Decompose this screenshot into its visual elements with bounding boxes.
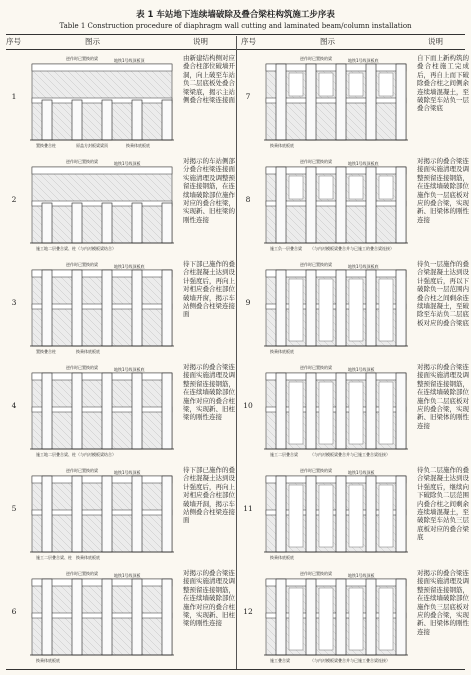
diagram-label: 地铁1号线顶板底 (348, 161, 379, 166)
procedure-row (240, 567, 470, 667)
diagram-svg (26, 567, 178, 665)
center-divider (236, 36, 237, 669)
procedure-row (6, 155, 236, 255)
diagram-label: 逆作时已置换的梁 (300, 56, 332, 61)
diagram-label: 地铁1号线顶板 (114, 161, 141, 166)
step-number: 3 (11, 298, 17, 307)
step-description: 对揭示的叠合梁连接面实施清理及调整预留连接钢筋，在连续墙破除部位施作对应的叠合柱梁，实现新、旧柱梁的刚性连接 (183, 363, 235, 422)
step-number: 9 (245, 298, 251, 307)
step-number: 10 (243, 401, 253, 410)
step-number: 8 (245, 195, 251, 204)
step-diagram (260, 258, 412, 356)
diagram-label: 施工二层叠合梁 (270, 452, 298, 457)
diagram-label: 逆作时已置换的梁 (66, 56, 98, 61)
step-diagram (260, 464, 412, 562)
diagram-svg (260, 567, 412, 665)
procedure-row (6, 361, 236, 461)
diagram-label: （与内衬模板梁结合） (76, 452, 116, 457)
diagram-label: 原盖方封板梁梁顶 (76, 143, 108, 148)
step-diagram (26, 567, 178, 665)
diagram-label: 地铁1号线顶板 (114, 573, 141, 578)
diagram-svg (26, 155, 178, 253)
step-diagram (260, 155, 412, 253)
diagram-svg (26, 258, 178, 356)
header-fig-right: 图示 (320, 37, 335, 46)
diagram-svg (26, 464, 178, 562)
diagram-label: 逆作时已置换的梁 (300, 468, 332, 473)
step-description: 自下而上新构筑的叠合柱施工完成后，再自上而下破除叠合柱之间侧余连续墙混凝土，至破除至车站负一层叠合梁底 (417, 54, 469, 113)
top-rule (6, 34, 465, 35)
diagram-svg (260, 258, 412, 356)
diagram-svg (260, 464, 412, 562)
step-number: 7 (245, 92, 251, 101)
diagram-svg (26, 52, 178, 150)
diagram-label: 置换叠合柱 (36, 143, 56, 148)
diagram-svg (260, 361, 412, 459)
step-diagram (26, 155, 178, 253)
diagram-label: 置换叠合柱 (36, 349, 56, 354)
diagram-label: 换乘体底板底 (76, 555, 100, 560)
step-diagram (26, 258, 178, 356)
diagram-label: 地铁1号线顶板 (348, 367, 375, 372)
diagram-label: （与内衬模板梁叠合并与已施工叠合梁连接） (310, 658, 390, 663)
diagram-label: 换乘体底板底 (36, 658, 60, 663)
step-description: 对揭示的叠合梁连接面实施清理及调整预留连接钢筋，在连续墙破除部位施作负三层底板对应的叠合梁，实现新、旧梁体的刚性连接 (417, 569, 469, 636)
step-diagram (260, 361, 412, 459)
table-title-cn: 表 1 车站地下连续墙破除及叠合梁柱构筑施工步序表 (136, 10, 335, 20)
diagram-label: 施工二层叠合梁、柱 (36, 555, 72, 560)
step-number: 5 (11, 504, 17, 513)
step-diagram (26, 361, 178, 459)
step-number: 1 (11, 92, 17, 101)
diagram-label: 施工地二层叠合梁、柱 (36, 246, 76, 251)
diagram-svg (26, 361, 178, 459)
diagram-label: （与内衬模板梁叠合并与已施工的叠合梁连接） (310, 246, 394, 251)
header-fig: 图示 (85, 37, 100, 46)
step-number: 4 (11, 401, 17, 410)
diagram-svg (260, 155, 412, 253)
diagram-label: 换乘体底板底 (126, 143, 150, 148)
header-no-right: 序号 (241, 37, 256, 46)
step-description: 待负二层施作的叠合梁混凝土达到设计强度后，继续向下破除负二层范围内叠合柱之间剩余连续墙混凝土，至破除至车站负三层底板对应的叠合梁底 (417, 466, 469, 542)
diagram-label: 逆作时已置换的梁 (66, 365, 98, 370)
bottom-rule (6, 669, 465, 670)
diagram-label: 施工叠合梁 (270, 658, 290, 663)
step-description: 待下部已施作的叠合柱混凝土达到设计强度后，再向上对相应叠合柱部位破墙开窗，揭示车站侧叠合柱梁连接面 (183, 260, 235, 319)
header-no: 序号 (6, 37, 21, 46)
procedure-row (240, 361, 470, 461)
procedure-row (240, 258, 470, 358)
diagram-label: （与内衬模板梁叠合并与已施工叠合梁连接） (310, 452, 390, 457)
diagram-label: 换乘体底板底 (270, 143, 294, 148)
diagram-label: 逆作时已置换的梁 (66, 262, 98, 267)
header-desc-right: 说明 (428, 37, 443, 46)
step-diagram (26, 52, 178, 150)
table-title-en: Table 1 Construction procedure of diaphragm wall cutting and laminated beam/column installation (59, 22, 412, 30)
step-diagram (260, 567, 412, 665)
diagram-label: 逆作时已置换的梁 (300, 262, 332, 267)
diagram-label: 地铁1号线顶板 (348, 470, 375, 475)
step-number: 11 (243, 504, 253, 513)
step-description: 对揭示的叠合梁连接面实施清理及调整预留连接钢筋，在连续墙破除部位施作负二层底板对应的叠合梁，实现新、旧梁体的刚性连接 (417, 363, 469, 430)
diagram-label: 地铁1号线顶板底 (114, 367, 145, 372)
diagram-label: 施工负一层叠合梁 (270, 246, 302, 251)
diagram-label: 换乘体底板底 (76, 349, 100, 354)
step-number: 6 (11, 607, 17, 616)
diagram-label: 逆作时已置换的梁 (66, 571, 98, 576)
procedure-row (240, 155, 470, 255)
diagram-label: 地铁1号线顶板底 (348, 58, 379, 63)
diagram-label: 换乘体底板底 (270, 349, 294, 354)
procedure-row (6, 464, 236, 564)
diagram-label: 逆作时已置换的梁 (66, 468, 98, 473)
procedure-row (240, 52, 470, 152)
diagram-label: （与内衬模板梁结合） (76, 246, 116, 251)
step-number: 2 (11, 195, 17, 204)
procedure-row (6, 567, 236, 667)
header-desc: 说明 (193, 37, 208, 46)
step-description: 对揭示的车站侧部分叠合柱梁连接面实施清理及调整预留连接钢筋，在连续墙破除部位施作对应的叠合柱梁，实现新、旧柱梁的刚性连接 (183, 157, 235, 224)
diagram-label: 逆作时已置换的梁 (300, 159, 332, 164)
procedure-row (240, 464, 470, 564)
step-number: 12 (243, 607, 253, 616)
diagram-label: 逆作时已置换的梁 (300, 571, 332, 576)
step-description: 待负一层施作的叠合梁混凝土达到设计强度后，再以下破除负一层范围内叠合柱之间剩余连续墙混凝土，至破除至车站负二层底板对应的叠合梁底 (417, 260, 469, 327)
diagram-label: 逆作时已置换的梁 (300, 365, 332, 370)
step-description: 待下部已施作的叠合柱混凝土达到设计强度后，再向上对相应叠合柱部位破墙开洞，揭示车站侧叠合柱梁连接面 (183, 466, 235, 525)
step-diagram (260, 52, 412, 150)
step-description: 对揭示的叠合梁连接面实施清理及调整预留连接钢筋，在连续墙破除部位施作负一层底板对应的叠合梁，实现新、旧梁体的刚性连接 (417, 157, 469, 224)
procedure-row (6, 52, 236, 152)
diagram-label: 施工地二层叠合梁、柱 (36, 452, 76, 457)
diagram-label: 地铁1号线顶板顶 (114, 58, 145, 63)
diagram-label: 换乘体底板底 (270, 555, 294, 560)
diagram-label: 地铁1号线顶板底 (348, 264, 379, 269)
diagram-label: 地铁1号线顶板 (348, 573, 375, 578)
diagram-svg (260, 52, 412, 150)
diagram-label: 地铁1号线顶板 (114, 470, 141, 475)
diagram-label: 地铁1号线顶板底 (114, 264, 145, 269)
diagram-label: 逆作时已置换的梁 (66, 159, 98, 164)
step-description: 由新建结构侧对应叠合柱部位破墙开洞，向上破至车站负二层底板处叠合梁梁底，揭示主站侧叠合柱梁连接面 (183, 54, 235, 105)
step-diagram (26, 464, 178, 562)
step-description: 对揭示的叠合梁连接面实施清理及调整预留连接钢筋，在连续墙破除部位施作对应的叠合柱梁，实现新、旧柱梁的刚性连接 (183, 569, 235, 628)
procedure-row (6, 258, 236, 358)
